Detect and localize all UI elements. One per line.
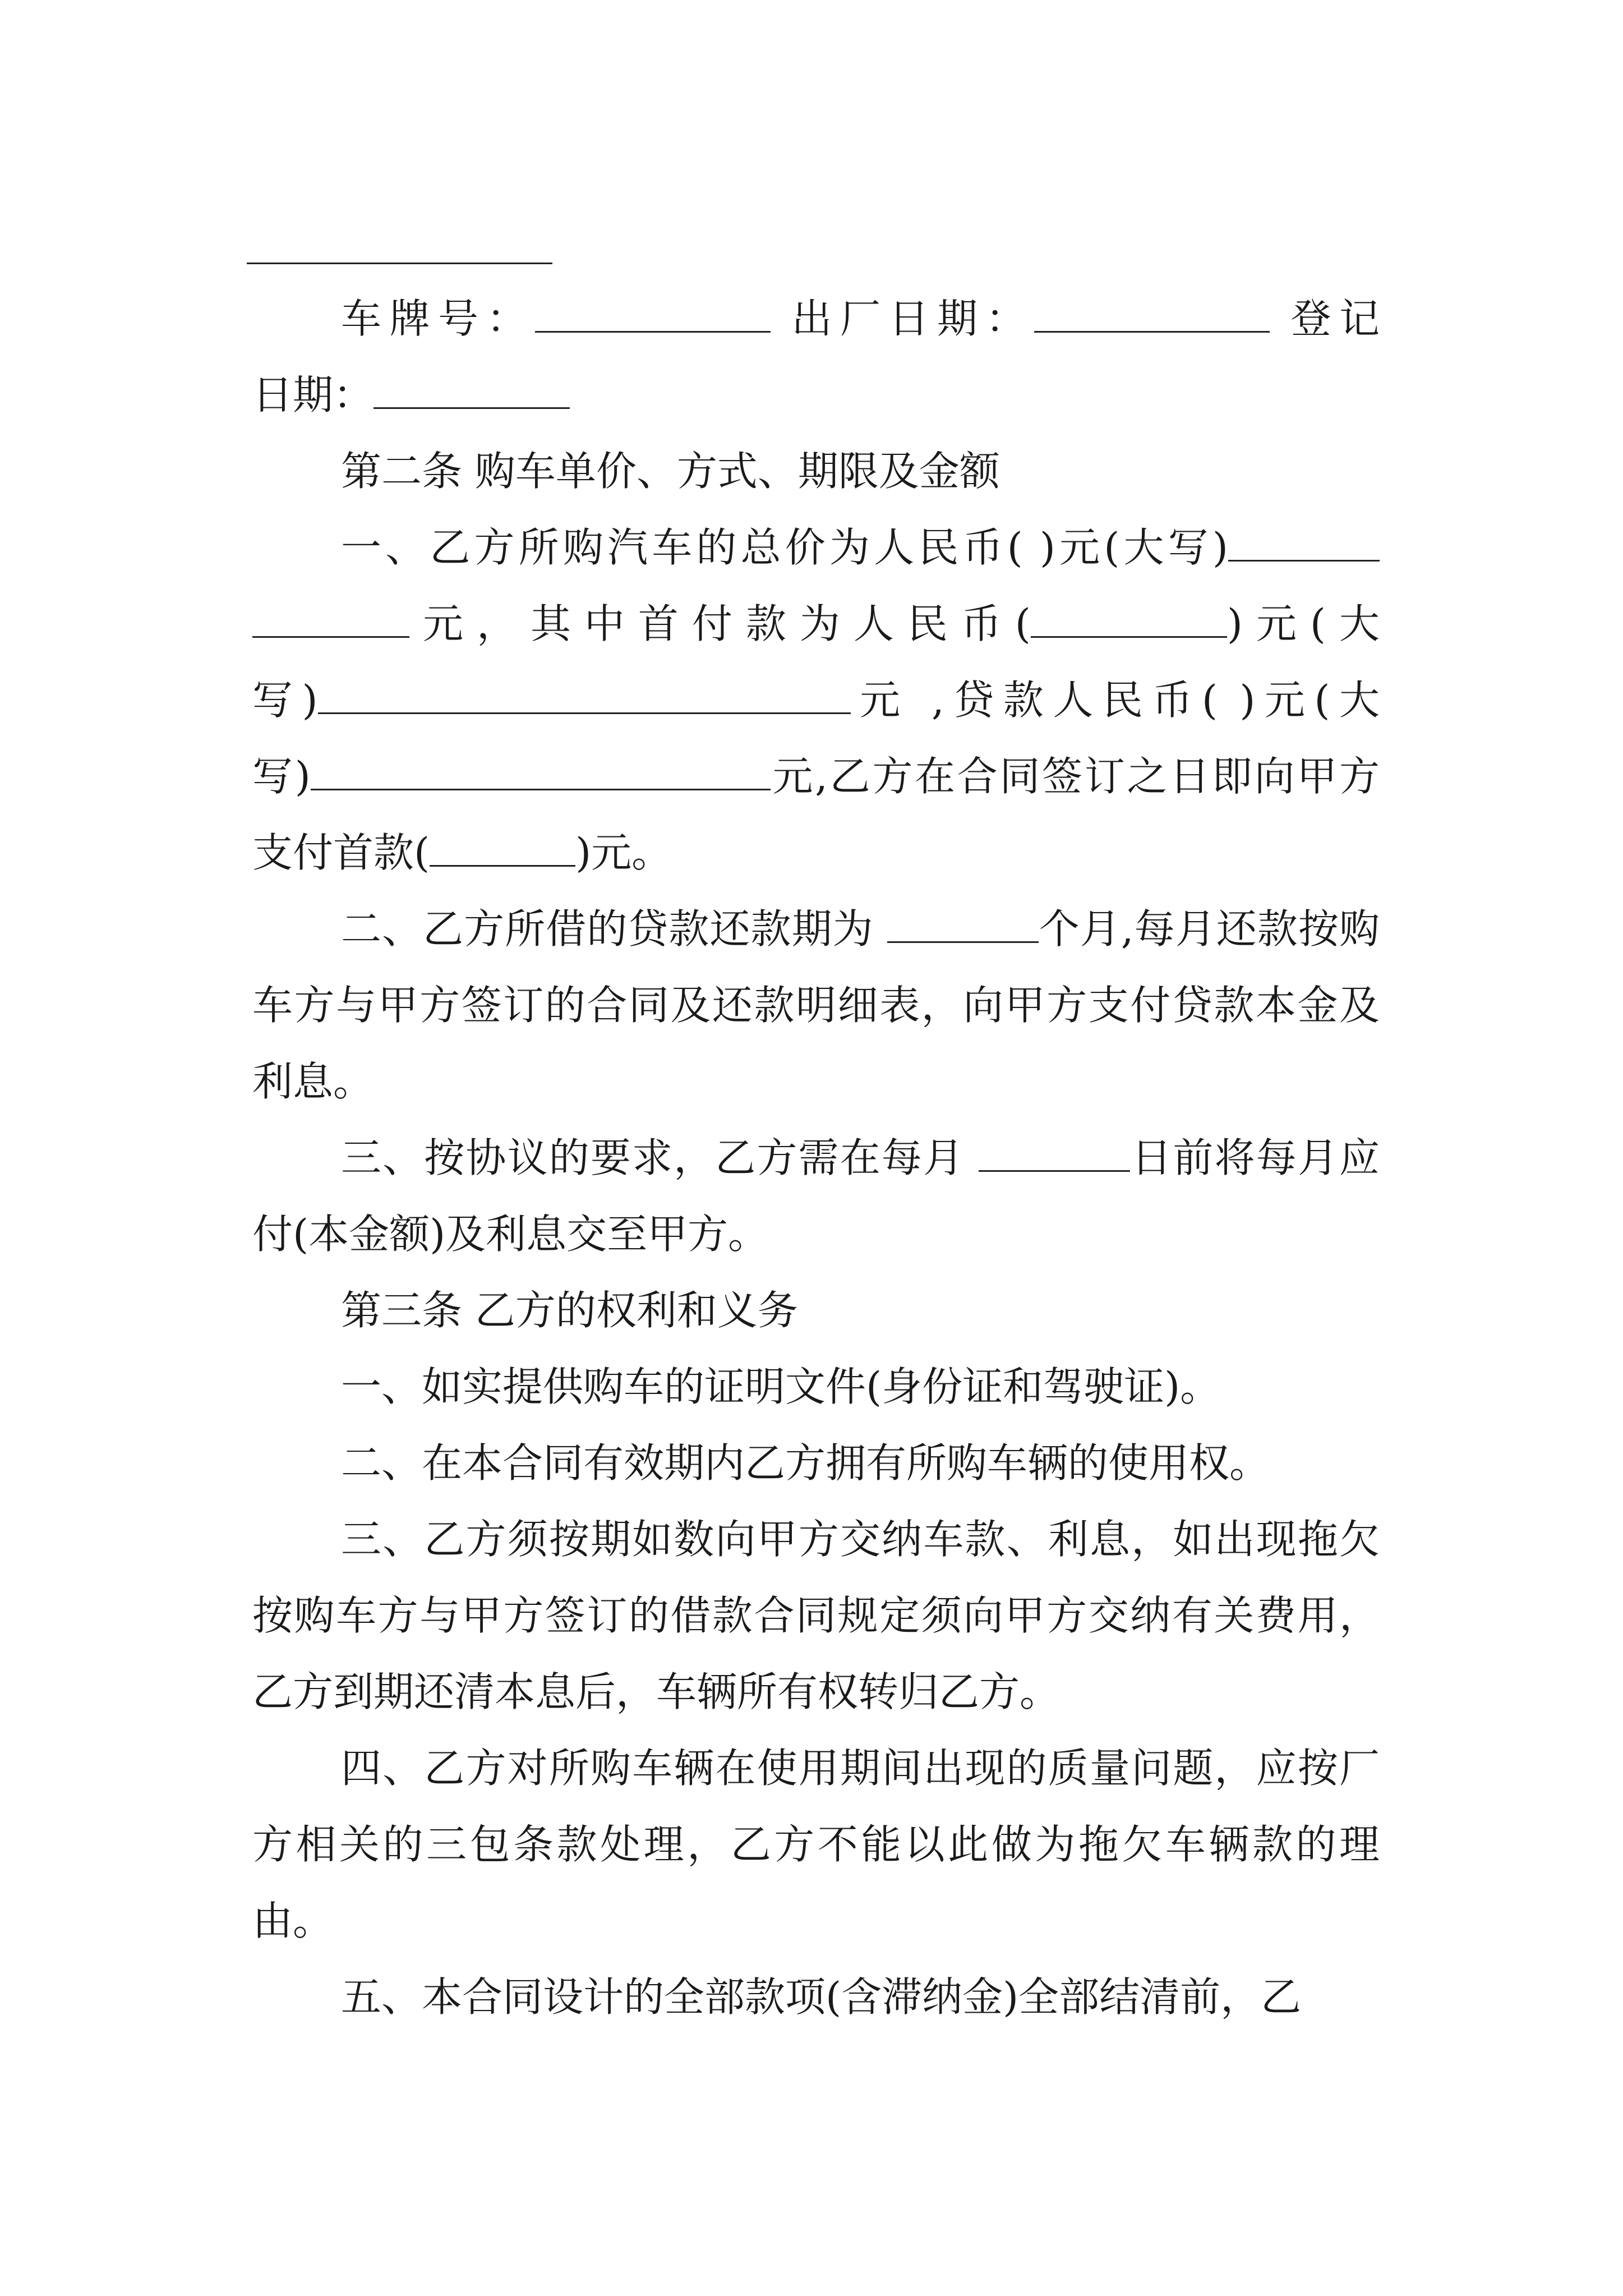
total-price-upper-blank[interactable] (1228, 525, 1380, 562)
clause-3-text-a: 三、按协议的要求，乙方需在每月 (341, 1134, 979, 1181)
register-date-blank[interactable] (374, 372, 570, 409)
plate-label: 车牌号： (341, 295, 536, 342)
clause-1-text-e: 元 ,贷款人民币( )元(大 (850, 677, 1380, 724)
clause-1-text-c: )元(大 (1227, 600, 1380, 647)
factory-date-blank[interactable] (1034, 296, 1270, 333)
factory-date-label: 出厂日期： (791, 295, 1035, 342)
repayment-months-blank[interactable] (887, 907, 1039, 943)
clause-1-text-f: 写) (252, 753, 311, 800)
article-3-clause-1: 一、如实提供购车的证明文件(身份证和驾驶证)。 (341, 1363, 1221, 1410)
down-payment-blank[interactable] (1031, 601, 1227, 638)
register-date-label: 日期： (252, 371, 374, 418)
top-rule (247, 263, 552, 264)
clause-2-text-b: 个月,每月还款按购车方与甲方签订的合同及还款明细表，向甲方支付贷款本金及利息。 (252, 905, 1380, 1105)
clause-1-text-i: )元。 (575, 829, 672, 876)
monthly-day-blank[interactable] (979, 1135, 1130, 1172)
first-payment-blank[interactable] (430, 830, 575, 867)
clause-1-text-d: 写) (252, 677, 318, 724)
clause-2-text-a: 二、乙方所借的贷款还款期为 (341, 905, 887, 953)
vehicle-info-line (252, 280, 1380, 357)
article-2-clause-1-line-1 (252, 509, 1380, 586)
clause-1-text-b: 元，其中首付款为人民币( (409, 600, 1031, 647)
article-3-clause-2: 二、在本合同有效期内乙方拥有所购车辆的使用权。 (341, 1439, 1270, 1487)
article-3-heading: 第三条 乙方的权利和义务 (341, 1287, 798, 1334)
article-2-clause-1-line-3 (252, 662, 1380, 738)
loan-upper-blank[interactable] (311, 754, 771, 790)
document-body (252, 280, 1380, 2035)
clause-1-text-g: 元,乙方在合同签订之日即向甲方 (770, 753, 1380, 800)
article-3-clause-3: 三、乙方须按期如数向甲方交纳车款、利息，如出现拖欠按购车方与甲方签订的借款合同规定须向甲方交纳有关费用，乙方到期还清本息后，车辆所有权转归乙方。 (252, 1516, 1380, 1715)
article-2-heading: 第二条 购车单价、方式、期限及金额 (341, 448, 1000, 495)
total-price-upper-blank-cont[interactable] (252, 601, 409, 638)
clause-1-text-h: 支付首款( (252, 829, 430, 876)
register-label: 登记 (1290, 295, 1380, 342)
article-2-clause-3 (252, 1120, 1380, 1272)
article-3-clause-4: 四、乙方对所购车辆在使用期间出现的质量问题，应按厂方相关的三包条款处理，乙方不能以此做为拖欠车辆款的理由。 (252, 1745, 1380, 1944)
down-payment-upper-blank[interactable] (318, 678, 851, 714)
article-2-clause-1-line-2 (252, 586, 1380, 662)
clause-1-text-a: 一、乙方所购汽车的总价为人民币( )元(大写) (341, 524, 1228, 571)
article-2-clause-1-line-4 (252, 738, 1380, 815)
article-3-clause-5: 五、本合同设计的全部款项(含滞纳金)全部结清前，乙 (341, 1973, 1302, 2021)
plate-blank[interactable] (535, 296, 771, 333)
article-2-clause-2 (252, 891, 1380, 1120)
register-date-line (252, 357, 1380, 433)
clause-3-text-b: 日前将每月应付(本金额)及利息交至甲方。 (252, 1134, 1380, 1258)
article-2-clause-1-line-5 (252, 815, 1380, 891)
